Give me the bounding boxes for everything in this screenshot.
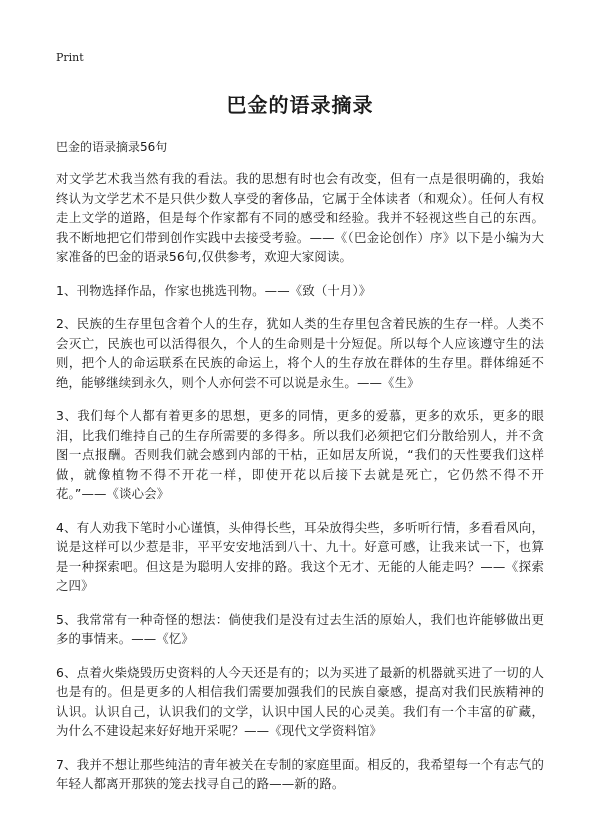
intro-paragraph: 对文学艺术我当然有我的看法。我的思想有时也会有改变，但有一点是很明确的，我始终认为文学艺术不是只供少数人享受的奢侈品，它属于全体读者（和观众）。任何人有权走上文学的道路，但是每个作家都有不同的感受和经验。我并不轻视这些自己的东西。我不断地把它们带到创作实践中去接受考验。——《（巴金论创作）序》以下是小编为大家准备的巴金的语录56句,仅供参考，欢迎大家阅读。 (56, 171, 544, 264)
quote-paragraph: 7、我并不想让那些纯洁的青年被关在专制的家庭里面。相反的，我希望每一个有志气的年轻人都离开那狭的笼去找寻自己的路——新的路。 (56, 756, 544, 791)
quote-paragraph: 3、我们每个人都有着更多的思想，更多的同情，更多的爱慕，更多的欢乐，更多的眼泪，比我们维持自己的生存所需要的多得多。所以我们必须把它们分散给别人，并不贪图一点报酬。否则我们就会感到内部的干枯，正如居友所说，“我们的天性要我们这样做，就像植物不得不开花一样，即使开花以后接下去就是死亡，它仍然不得不开花。”——《谈心会》 (56, 408, 544, 501)
print-link[interactable]: Print (56, 51, 84, 64)
quote-paragraph: 4、有人劝我下笔时小心谨慎，头伸得长些，耳朵放得尖些，多听听行情，多看看风向，说是这样可以少惹是非，平平安安地活到八十、九十。好意可感，让我来试一下，也算是一种探索吧。但这是为聪明人安排的路。我这个无才、无能的人能走吗？——《探索之四》 (56, 519, 544, 593)
quote-paragraph: 2、民族的生存里包含着个人的生存，犹如人类的生存里包含着民族的生存一样。人类不会灭亡，民族也可以活得很久，个人的生命则是十分短促。所以每个人应该遵守生的法则，把个人的命运联系在民族的命运上，将个人的生存放在群体的生存里。群体绵延不绝，能够继续到永久，则个人亦何尝不可以说是永生。——《生》 (56, 316, 544, 390)
page-title: 巴金的语录摘录 (226, 93, 374, 117)
quote-paragraph: 5、我常常有一种奇怪的想法：倘使我们是没有过去生活的原始人，我们也许能够做出更多的事情来。——《忆》 (56, 611, 544, 646)
article-subtitle: 巴金的语录摘录56句 (56, 140, 168, 154)
quote-paragraph: 6、点着火柴烧毁历史资料的人今天还是有的；以为买进了最新的机器就买进了一切的人也是有的。但是更多的人相信我们需要加强我们的民族自豪感，提高对我们民族精神的认识。认识自己，认识我们的文学，认识中国人民的心灵美。我们有一个丰富的矿藏，为什么不建设起来好好地开采呢？——《现代文学资料馆》 (56, 664, 544, 738)
quote-paragraph: 1、刊物选择作品，作家也挑选刊物。——《致（十月）》 (56, 282, 372, 298)
